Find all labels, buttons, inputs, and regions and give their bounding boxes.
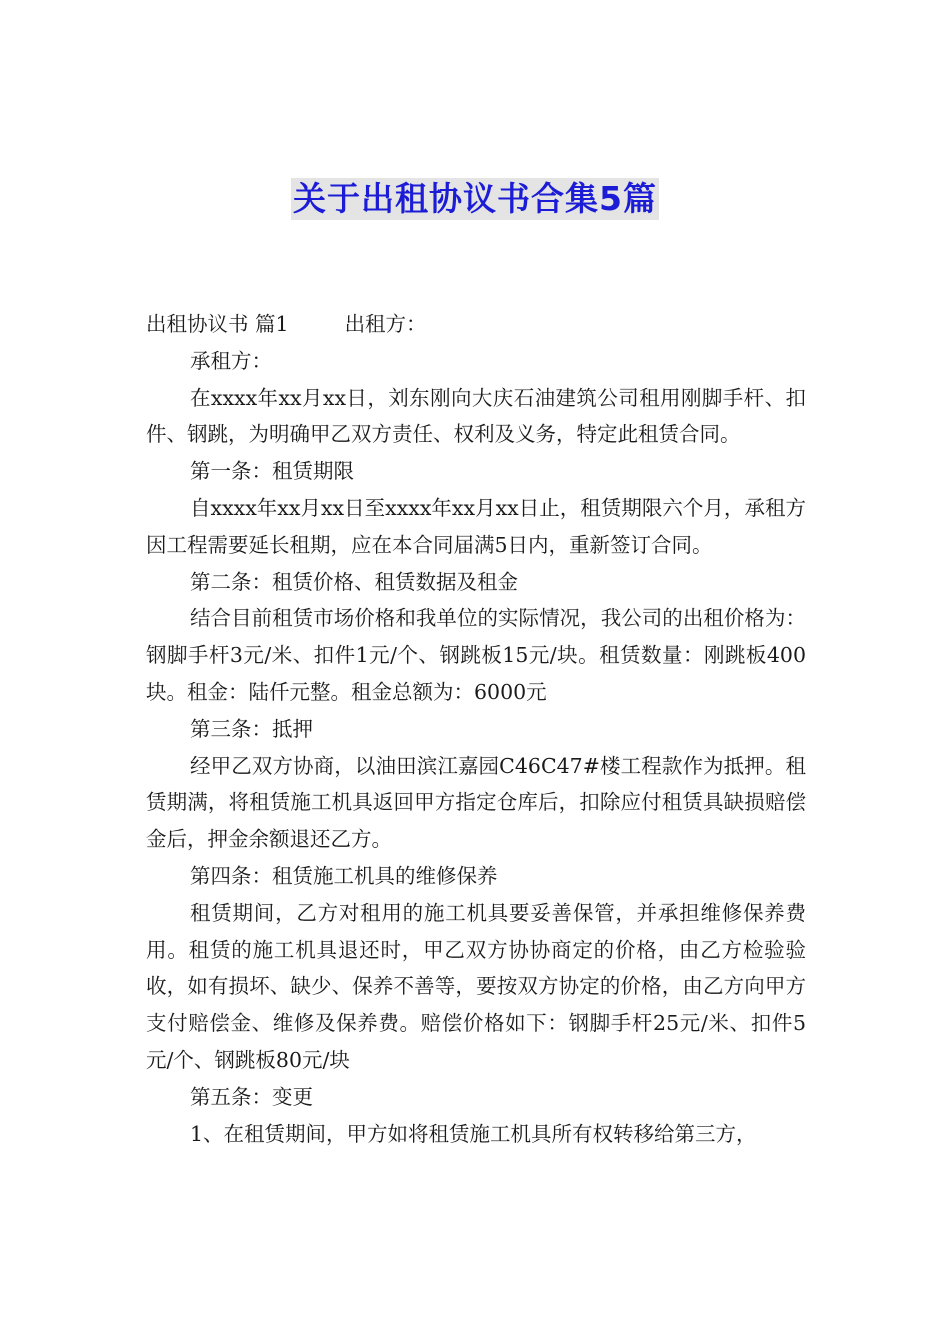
section-heading: 第四条：租赁施工机具的维修保养 [190, 863, 498, 888]
title-container [0, 178, 950, 220]
document-body [146, 306, 806, 1152]
document-title: 关于出租协议书合集5篇 [293, 179, 657, 218]
paragraph: 承租方： [190, 348, 272, 373]
paragraph: 结合目前租赁市场价格和我单位的实际情况，我公司的出租价格为：钢脚手杆3元/米、扣件1元/个、钢跳板15元/块。租赁数量：刚跳板400块。租金：陆仟元整。租金总额为：6000元 [146, 606, 806, 704]
section-heading: 第二条：租赁价格、租赁数据及租金 [190, 569, 518, 594]
header-line [146, 306, 806, 343]
paragraph: 1、在租赁期间，甲方如将租赁施工机具所有权转移给第三方， [190, 1121, 757, 1146]
agreement-label: 出租协议书 篇1 [146, 312, 289, 336]
paragraph: 自xxxx年xx月xx日至xxxx年xx月xx日止，租赁期限六个月，承租方因工程需要延长租期，应在本合同届满5日内，重新签订合同。 [146, 495, 806, 557]
lessor-label: 出租方： [344, 312, 427, 336]
paragraph: 在xxxx年xx月xx日，刘东刚向大庆石油建筑公司租用刚脚手杆、扣件、钢跳，为明确甲乙双方责任、权利及义务，特定此租赁合同。 [146, 385, 806, 447]
paragraph: 经甲乙双方协商，以油田滨江嘉园C46C47#楼工程款作为抵押。租赁期满，将租赁施工机具返回甲方指定仓库后，扣除应付租赁具缺损赔偿金后，押金余额退还乙方。 [146, 753, 806, 852]
paragraph: 租赁期间，乙方对租用的施工机具要妥善保管，并承担维修保养费用。租赁的施工机具退还时，甲乙双方协协商定的价格，由乙方检验验收，如有损坏、缺少、保养不善等，要按双方协定的价格，由乙方向甲方支付赔偿金、维修及保养费。赔偿价格如下：钢脚手杆25元/米、扣件5元/个、钢跳板80元/块 [146, 900, 806, 1072]
section-heading: 第五条：变更 [190, 1084, 313, 1109]
section-heading: 第三条：抵押 [190, 716, 313, 741]
section-heading: 第一条：租赁期限 [190, 459, 354, 484]
